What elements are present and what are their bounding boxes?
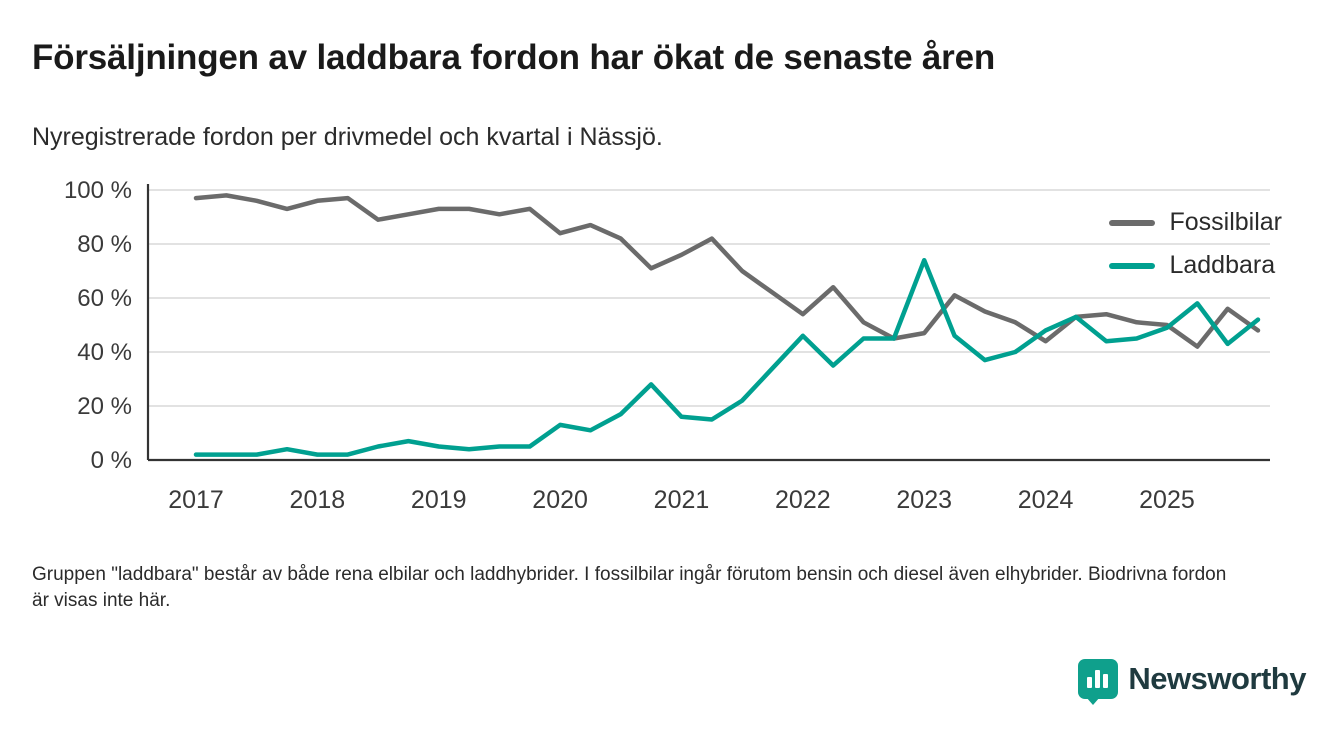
brand-name: Newsworthy	[1128, 661, 1306, 696]
x-axis-tick-label: 2020	[532, 486, 588, 514]
legend-swatch-fossilbilar	[1109, 220, 1155, 226]
x-axis-tick-label: 2019	[410, 486, 467, 514]
legend-label-fossilbilar: Fossilbilar	[1169, 208, 1282, 236]
chart-container	[0, 170, 1340, 520]
page-subtitle: Nyregistrerade fordon per drivmedel och kvartal i Nässjö.	[32, 123, 663, 151]
x-axis-tick-label: 2025	[1139, 486, 1195, 514]
x-axis-tick-label: 2021	[653, 486, 710, 514]
x-axis-tick-label: 2024	[1017, 486, 1074, 514]
x-axis-tick-label: 2017	[168, 486, 224, 514]
legend-item-fossilbilar	[1109, 208, 1282, 237]
logo-bar-1	[1087, 677, 1092, 688]
chart-legend	[1109, 208, 1282, 280]
y-axis-tick-label: 0 %	[90, 447, 132, 474]
legend-swatch-laddbara	[1109, 263, 1155, 269]
brand-logo	[1078, 659, 1306, 699]
y-axis-tick-label: 60 %	[77, 285, 132, 312]
logo-bar-3	[1103, 674, 1108, 688]
newsworthy-chart-icon	[1078, 659, 1118, 699]
page-title: Försäljningen av laddbara fordon har ökat de senaste åren	[32, 38, 996, 77]
y-axis-tick-label: 40 %	[77, 339, 132, 366]
series-line-fossilbilar	[196, 195, 1258, 346]
x-axis-tick-label: 2018	[289, 486, 346, 514]
chart-footnote: Gruppen "laddbara" består av både rena elbilar och laddhybrider. I fossilbilar ingår förutom bensin och diesel även elhybrider. Biodrivna fordon är visas inte här.	[32, 564, 1227, 611]
series-line-laddbara	[196, 260, 1258, 454]
x-axis-tick-label: 2022	[775, 486, 831, 514]
logo-bar-2	[1095, 670, 1100, 688]
y-axis-tick-label: 80 %	[77, 231, 132, 258]
y-axis-tick-label: 100 %	[63, 177, 132, 204]
legend-label-laddbara: Laddbara	[1169, 251, 1276, 279]
y-axis-tick-label: 20 %	[77, 393, 132, 420]
legend-item-laddbara	[1109, 251, 1282, 280]
x-axis-tick-label: 2023	[896, 486, 953, 514]
